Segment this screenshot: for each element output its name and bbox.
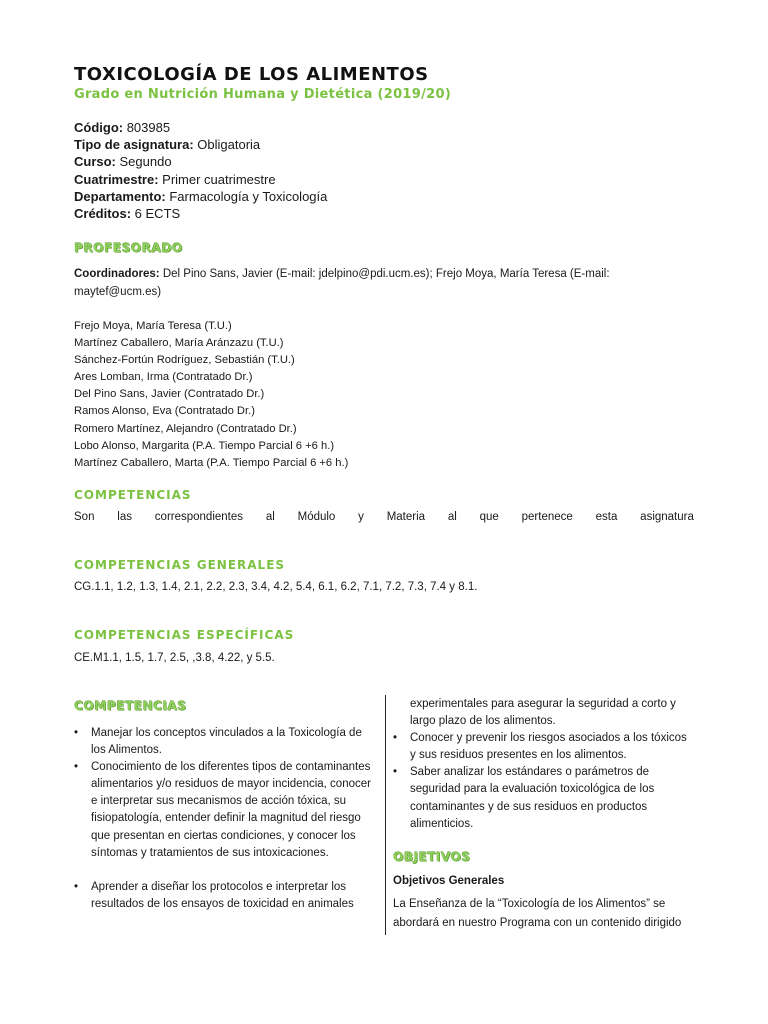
teacher-item: Ramos Alonso, Eva (Contratado Dr.) bbox=[74, 405, 255, 418]
left-column bbox=[74, 698, 374, 913]
teacher-item: Martínez Caballero, María Aránzazu (T.U.) bbox=[74, 337, 284, 350]
meta-value: Farmacología y Toxicología bbox=[165, 188, 328, 204]
meta-value: Segundo bbox=[115, 154, 172, 170]
meta-label: Tipo de asignatura: bbox=[74, 137, 194, 153]
column-divider bbox=[385, 695, 386, 935]
competencias-especificas-text: CE.M1.1, 1.5, 1.7, 2.5, ,3.8, 4.22, y 5.5. bbox=[74, 652, 275, 664]
list-item: • Aprender a diseñar los protocolos e interpretar los resultados de los ensayos de toxicidad en animales bbox=[74, 879, 374, 913]
meta-tipo bbox=[74, 136, 327, 153]
list-item: • Saber analizar los estándares o parámetros de seguridad para la evaluación toxicológica de los contaminantes y de sus residuos en productos alimenticios. bbox=[393, 764, 693, 832]
word: correspondientes bbox=[154, 511, 244, 523]
teacher-item: Lobo Alonso, Margarita (P.A. Tiempo Parcial 6 +6 h.) bbox=[74, 439, 335, 452]
meta-label: Cuatrimestre: bbox=[74, 171, 159, 187]
meta-label: Créditos: bbox=[74, 206, 132, 222]
word: que bbox=[479, 511, 499, 523]
document-title: TOXICOLOGÍA DE LOS ALIMENTOS bbox=[74, 64, 429, 85]
meta-value: 6 ECTS bbox=[131, 206, 181, 222]
list-item: • Manejar los conceptos vinculados a la Toxicología de los Alimentos. bbox=[74, 725, 374, 759]
competencias-justified-line bbox=[74, 511, 694, 523]
meta-creditos bbox=[74, 205, 327, 222]
teacher-item: Martínez Caballero, Marta (P.A. Tiempo Parcial 6 +6 h.) bbox=[74, 456, 349, 469]
word: al bbox=[447, 511, 457, 523]
word: esta bbox=[595, 511, 618, 523]
meta-departamento bbox=[74, 188, 327, 205]
word: al bbox=[265, 511, 275, 523]
word: Módulo bbox=[297, 511, 336, 523]
competencias-especificas-heading: COMPETENCIAS ESPECÍFICAS bbox=[74, 628, 295, 642]
list-item: • Conocer y prevenir los riesgos asociados a los tóxicos y sus residuos presentes en los alimentos. bbox=[393, 730, 693, 764]
competencias-heading: COMPETENCIAS bbox=[74, 488, 192, 502]
coordinadores-label: Coordinadores: bbox=[74, 268, 160, 280]
coordinadores-paragraph bbox=[74, 265, 694, 301]
teacher-list bbox=[74, 318, 348, 472]
teacher-item: Ares Lomban, Irma (Contratado Dr.) bbox=[74, 371, 253, 384]
meta-value: Primer cuatrimestre bbox=[158, 171, 276, 187]
competencias-bullet-list-cont bbox=[74, 879, 374, 913]
meta-curso bbox=[74, 153, 327, 170]
objetivos-subheading: Objetivos Generales bbox=[393, 874, 505, 887]
teacher-item: Sánchez-Fortún Rodríguez, Sebastián (T.U.) bbox=[74, 354, 295, 367]
word: Son bbox=[74, 511, 95, 523]
objetivos-paragraph: La Enseñanza de la “Toxicología de los Alimentos” se abordará en nuestro Programa con un contenido dirigido bbox=[393, 897, 682, 929]
word: Materia bbox=[386, 511, 426, 523]
meta-cuatrimestre bbox=[74, 171, 327, 188]
continued-bullet-text: experimentales para asegurar la seguridad a corto y largo plazo de los alimentos. bbox=[410, 698, 676, 728]
meta-label: Curso: bbox=[74, 154, 116, 170]
objetivos-heading: OBJETIVOS bbox=[393, 848, 471, 864]
word: las bbox=[117, 511, 132, 523]
teacher-item: Frejo Moya, María Teresa (T.U.) bbox=[74, 320, 232, 332]
word: y bbox=[358, 511, 364, 523]
meta-codigo bbox=[74, 119, 327, 136]
competencias-bullet-list bbox=[74, 725, 374, 862]
teacher-item: Romero Martínez, Alejandro (Contratado Dr.) bbox=[74, 422, 297, 435]
word: pertenece bbox=[521, 511, 573, 523]
right-column bbox=[393, 696, 693, 933]
competencias-list-heading: COMPETENCIAS bbox=[74, 698, 187, 713]
coordinadores-text: Del Pino Sans, Javier (E-mail: jdelpino@pdi.ucm.es); Frejo Moya, María Teresa (E-mail: maytef@ucm.es) bbox=[74, 268, 610, 298]
profesorado-heading: PROFESORADO bbox=[74, 240, 183, 255]
meta-label: Departamento: bbox=[74, 188, 166, 204]
competencias-generales-text: CG.1.1, 1.2, 1.3, 1.4, 2.1, 2.2, 2.3, 3.4, 4.2, 5.4, 6.1, 6.2, 7.1, 7.2, 7.3, 7.4 y 8.1. bbox=[74, 581, 478, 593]
right-bullet-list bbox=[393, 730, 693, 833]
list-item: • Conocimiento de los diferentes tipos de contaminantes alimentarios y/o residuos de mayor incidencia, conocer e interpretar sus mecanismos de acción tóxica, su fisiopatología, entender definir la magnitud del riesgo que presentan en ciertas condiciones, y conocer los síntomas y tratamientos de sus intoxicaciones. bbox=[74, 759, 374, 862]
word: asignatura bbox=[640, 511, 694, 523]
course-metadata bbox=[74, 119, 327, 222]
document-subtitle: Grado en Nutrición Humana y Dietética (2019/20) bbox=[74, 87, 452, 102]
spacer bbox=[74, 862, 374, 879]
competencias-generales-heading: COMPETENCIAS GENERALES bbox=[74, 558, 286, 572]
teacher-item: Del Pino Sans, Javier (Contratado Dr.) bbox=[74, 388, 265, 401]
meta-value: Obligatoria bbox=[193, 137, 261, 153]
meta-label: Código: bbox=[74, 120, 124, 135]
meta-value: 803985 bbox=[123, 120, 171, 135]
